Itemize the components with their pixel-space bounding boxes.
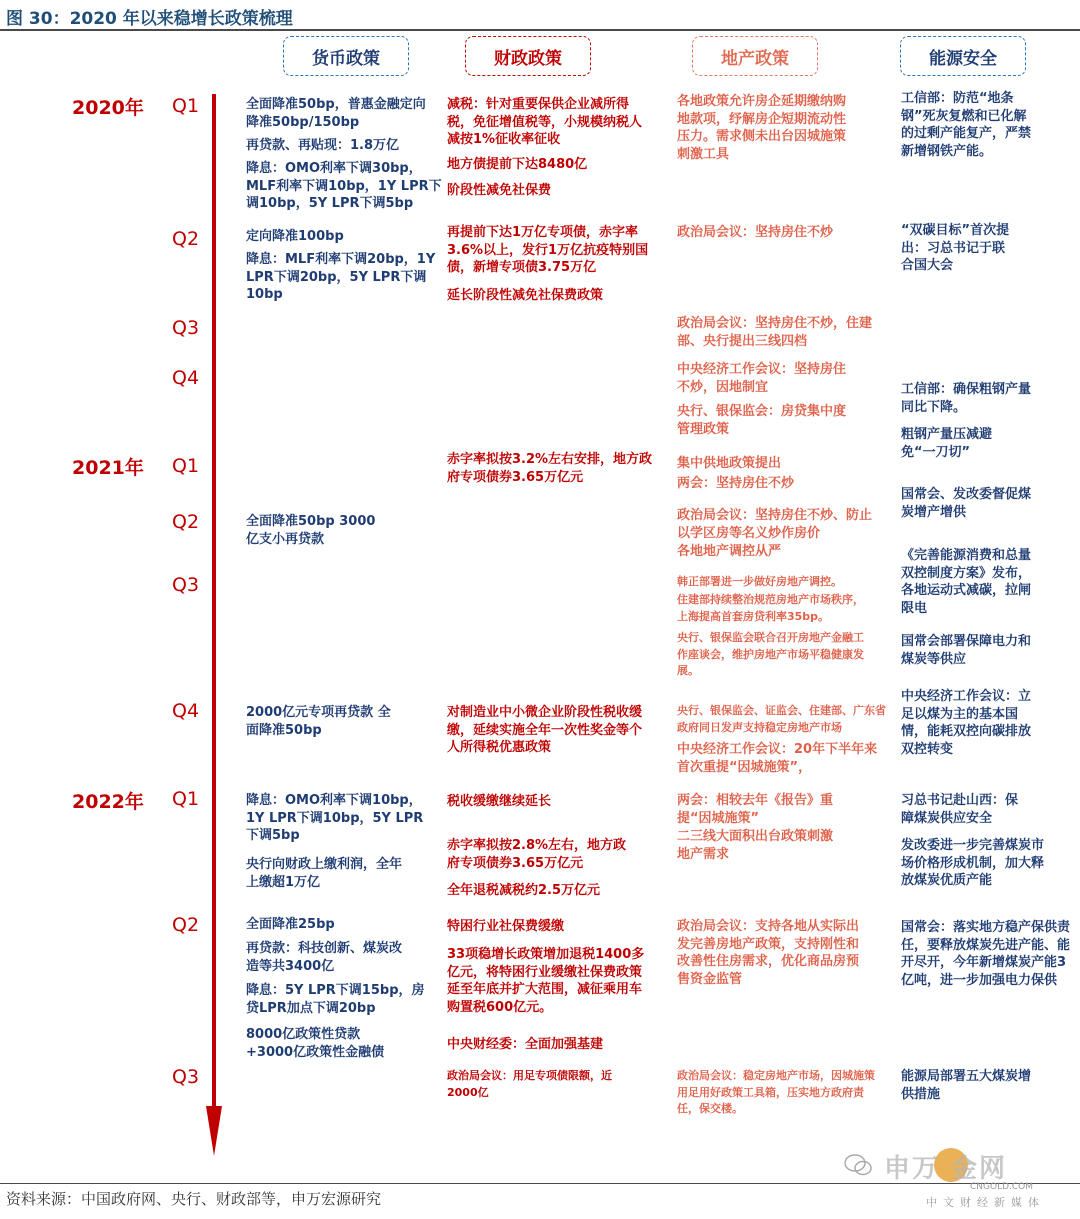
energy-item: 国常会、发改委督促煤炭增产增供 [901,487,1032,520]
energy-item: 工信部：防范“地条钢”死灰复燃和已化解的过剩产能复产，严禁新增钢铁产能。 [901,91,1032,159]
timeline-axis [212,94,216,1114]
property-item: 政治局会议：支持各地从实际出发完善房地产政策，支持刚性和改善性住房需求，优化商品房预售资金监管 [677,919,860,987]
figure-title: 图 30：2020 年以来稳增长政策梳理 [6,9,293,29]
property-item: 各地政策允许房企延期缴纳购地款项，纾解房企短期流动性压力。需求侧未出台因城施策刺激工具 [677,94,847,162]
header-fiscal: 财政政策 [465,36,591,76]
header-monetary: 货币政策 [283,36,409,76]
property-item: 政治局会议：坚持房住不炒，住建部、央行提出三线四档 [677,316,873,349]
quarter-label: Q3 [172,1066,200,1088]
property-item: 中央经济工作会议：20年下半年来首次重提“因城施策”， [677,742,878,775]
quarter-label: Q4 [172,700,200,722]
header-property: 地产政策 [692,36,818,76]
fiscal-item: 阶段性减免社保费 [447,183,552,198]
quarter-label: Q2 [172,228,200,250]
energy-item: 国常会部署保障电力和煤炭等供应 [901,634,1032,667]
fiscal-item: 赤字率拟按2.8%左右，地方政府专项债券3.65万亿元 [447,838,627,871]
monetary-item: 8000亿政策性贷款 +3000亿政策性金融债 [246,1027,385,1060]
monetary-item: 定向降准100bp [246,229,344,244]
quarter-label: Q3 [172,317,200,339]
fiscal-item: 全年退税减税约2.5万亿元 [447,883,601,898]
energy-item: 中央经济工作会议：立足以煤为主的基本国情，能耗双控向碳排放双控转变 [901,689,1032,757]
quarter-label: Q1 [172,455,200,477]
energy-item: 国常会：落实地方稳产保供责任，要释放煤炭先进产能、能开尽开，今年新增煤炭产能3亿吨，进一步加强电力保供 [901,920,1071,988]
monetary-item: 全面降准25bp [246,917,335,932]
monetary-item: 降息：5Y LPR下调15bp，房贷LPR加点下调20bp [246,983,425,1016]
year-2022: 2022年 [72,791,144,813]
monetary-item: 2000亿元专项再贷款 全面降准50bp [246,705,391,738]
source-note: 资料来源：中国政府网、央行、财政部等，申万宏源研究 [6,1190,382,1208]
monetary-item: 降息：OMO利率下调10bp，1Y LPR下调10bp，5Y LPR下调5bp [246,793,424,843]
fiscal-item: 特困行业社保费缓缴 [447,919,565,934]
fiscal-item: 政治局会议：用足专项债限额，近2000亿 [447,1069,612,1099]
property-item: 两会：坚持房住不炒 [677,476,795,491]
monetary-item: 全面降准50bp 3000亿支小再贷款 [246,514,376,547]
energy-item: 发改委进一步完善煤炭市场价格形成机制，加大释放煤炭优质产能 [901,838,1045,888]
watermark-main: 申万 金网 [884,1154,1008,1184]
header-energy: 能源安全 [900,36,1026,76]
property-item: 央行、银保监会：房贷集中度管理政策 [677,404,847,437]
energy-item: 《完善能源消费和总量双控制度方案》发布，各地运动式减碳，拉闸限电 [901,548,1032,616]
energy-item: “双碳目标”首次提出：习总书记于联合国大会 [901,223,1010,273]
watermark-site: CNGOLD.COM [970,1182,1034,1192]
property-item: 两会：相较去年《报告》重提“因城施策” [677,793,834,826]
quarter-label: Q1 [172,788,200,810]
watermark-sub: 中文财经新媒体 [926,1196,1045,1209]
quarter-label: Q1 [172,95,200,117]
energy-item: 能源局部署五大煤炭增供措施 [901,1069,1032,1102]
property-item: 政治局会议：坚持房住不炒、防止以学区房等名义炒作房价 [677,508,873,541]
quarter-label: Q3 [172,574,200,596]
title-divider [0,29,1080,31]
property-item: 中央经济工作会议：坚持房住不炒，因地制宜 [677,362,847,395]
property-item: 政治局会议：稳定房地产市场，因城施策用足用好政策工具箱，压实地方政府责任，保交楼。 [677,1069,875,1115]
energy-item: 工信部：确保粗钢产量同比下降。 [901,382,1032,415]
monetary-item: 央行向财政上缴利润，全年上缴超1万亿 [246,857,403,890]
energy-item: 粗钢产量压减避免“一刀切” [901,427,993,460]
quarter-label: Q2 [172,511,200,533]
quarter-label: Q4 [172,367,200,389]
property-item: 二三线大面积出台政策刺激地产需求 [677,829,834,862]
property-item: 集中供地政策提出 [677,456,782,471]
watermark [840,1148,1070,1208]
monetary-item: 降息：MLF利率下调20bp，1Y LPR下调20bp，5Y LPR下调10bp [246,252,436,302]
property-item: 央行、银保监会联合召开房地产金融工作座谈会，维护房地产市场平稳健康发展。 [677,631,864,677]
property-item: 央行、银保监会、证监会、住建部、广东省政府同日发声支持稳定房地产市场 [677,704,886,734]
fiscal-item: 地方债提前下达8480亿 [447,157,588,172]
monetary-item: 全面降准50bp，普惠金融定向降准50bp/150bp [246,97,426,130]
property-item: 韩正部署进一步做好房地产调控。 [677,575,842,588]
year-2020: 2020年 [72,97,144,119]
fiscal-item: 再提前下达1万亿专项债，赤字率3.6%以上，发行1万亿抗疫特别国债，新增专项债3.75万亿 [447,225,649,275]
fiscal-item: 33项稳增长政策增加退税1400多亿元，将特困行业缓缴社保费政策延至年底并扩大范围，减征乘用车购置税600亿元。 [447,947,645,1015]
fiscal-item: 对制造业中小微企业阶段性税收缓缴，延续实施全年一次性奖金等个人所得税优惠政策 [447,705,643,755]
fiscal-item: 减税：针对重要保供企业减所得税，免征增值税等，小规模纳税人减按1%征收率征收 [447,97,643,147]
wechat-icon [844,1154,872,1176]
monetary-item: 再贷款：科技创新、煤炭改造等共3400亿 [246,941,403,974]
property-item: 各地地产调控从严 [677,544,782,559]
monetary-item: 再贷款、再贴现：1.8万亿 [246,138,400,153]
fiscal-item: 延长阶段性减免社保费政策 [447,288,604,303]
monetary-item: 降息：OMO利率下调30bp，MLF利率下调10bp，1Y LPR下调10bp，5Y LPR下调5bp [246,161,442,211]
quarter-label: Q2 [172,914,200,936]
fiscal-item: 中央财经委：全面加强基建 [447,1037,604,1052]
year-2021: 2021年 [72,457,144,479]
fiscal-item: 税收缓缴继续延长 [447,794,552,809]
property-item: 住建部持续整治规范房地产市场秩序，上海提高首套房贷利率35bp。 [677,593,864,623]
energy-item: 习总书记赴山西：保障煤炭供应安全 [901,793,1019,826]
fiscal-item: 赤字率拟按3.2%左右安排，地方政府专项债券3.65万亿元 [447,452,653,485]
property-item: 政治局会议：坚持房住不炒 [677,225,834,240]
timeline-arrow-icon [206,1106,222,1156]
